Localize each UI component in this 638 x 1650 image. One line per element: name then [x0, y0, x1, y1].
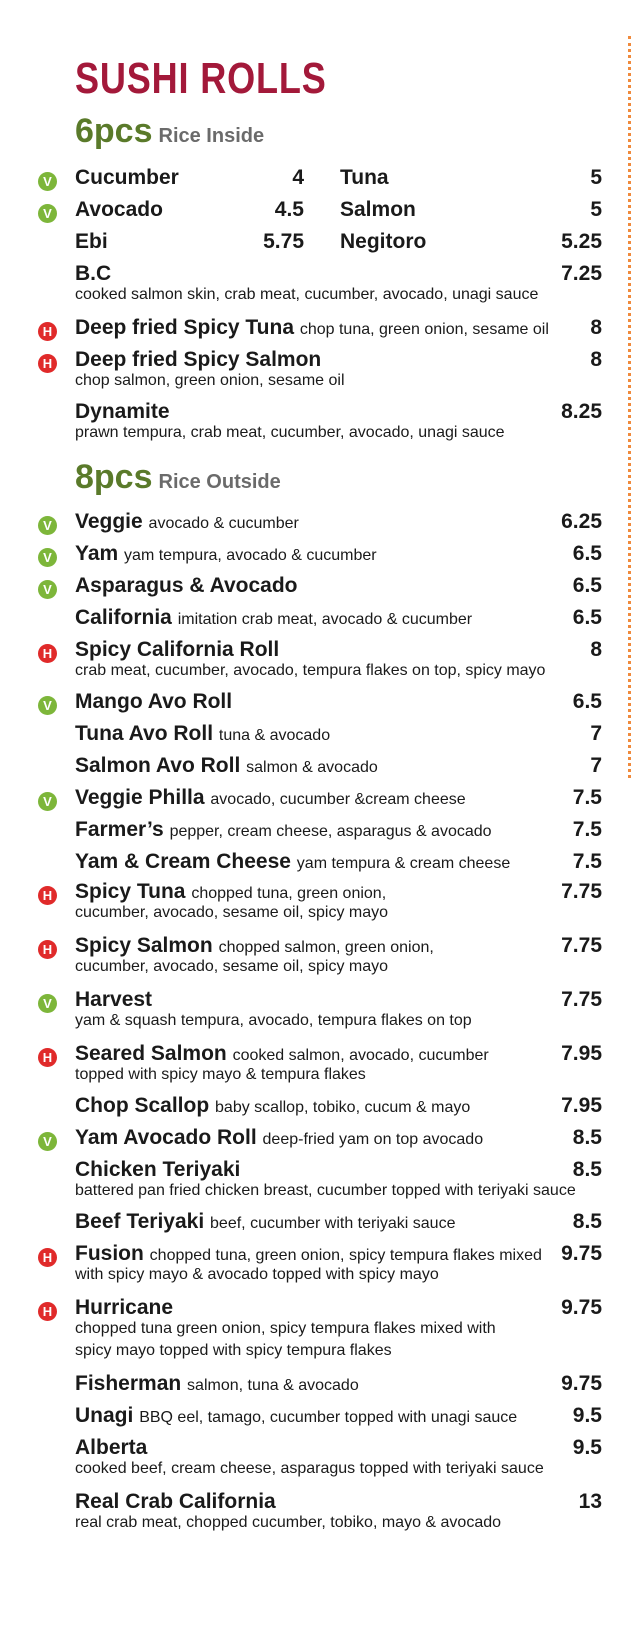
menu-item	[75, 850, 510, 874]
menu-item-desc: real crab meat, chopped cucumber, tobiko, mayo & avocado	[75, 1514, 502, 1531]
menu-item	[75, 1126, 483, 1150]
vegetarian-icon: V	[38, 172, 57, 191]
section-count: 8pcs	[75, 458, 153, 496]
menu-item-price: 6.5	[572, 574, 602, 597]
menu-item-name: Tuna Avo Roll	[75, 722, 214, 745]
menu-item-price: 8.5	[572, 1126, 602, 1149]
menu-item-price: 7.75	[561, 880, 602, 903]
menu-item-name: Ebi	[75, 230, 108, 253]
menu-item	[75, 1158, 240, 1182]
menu-item-name: California	[75, 606, 172, 629]
menu-item	[75, 786, 466, 810]
menu-item	[75, 754, 378, 778]
section-count: 6pcs	[75, 112, 153, 150]
menu-item-price: 7	[590, 754, 602, 777]
menu-item-name: Avocado	[75, 198, 163, 221]
vegetarian-icon: V	[38, 994, 57, 1013]
menu-item-price: 13	[578, 1490, 602, 1513]
menu-item-desc: cooked beef, cream cheese, asparagus topped with teriyaki sauce	[75, 1460, 544, 1477]
menu-item-price: 8.5	[572, 1210, 602, 1233]
menu-item	[75, 1296, 173, 1320]
menu-item	[75, 934, 434, 958]
menu-item-name: Harvest	[75, 988, 153, 1011]
menu-item	[75, 262, 111, 286]
menu-item-name: Veggie Philla	[75, 786, 205, 809]
menu-item	[75, 348, 321, 372]
menu-item-desc: crab meat, cucumber, avocado, tempura flakes on top, spicy mayo	[75, 662, 546, 679]
menu-item-inline-desc: baby scallop, tobiko, cucum & mayo	[215, 1099, 471, 1116]
menu-item-inline-desc: cooked salmon, avocado, cucumber	[232, 1047, 489, 1064]
spicy-hot-icon: H	[38, 940, 57, 959]
menu-item-name: Alberta	[75, 1436, 148, 1459]
menu-item-inline-desc: BBQ eel, tamago, cucumber topped with unagi sauce	[139, 1409, 518, 1426]
menu-item-price: 6.5	[572, 606, 602, 629]
menu-item-price: 5.25	[561, 230, 602, 253]
menu-item-price: 8.25	[561, 400, 602, 423]
vegetarian-icon: V	[38, 1132, 57, 1151]
menu-item-desc: cucumber, avocado, sesame oil, spicy mayo	[75, 904, 389, 921]
dotted-border	[628, 36, 631, 778]
menu-item-name: Unagi	[75, 1404, 134, 1427]
menu-item-name: Fusion	[75, 1242, 144, 1265]
menu-item-inline-desc: beef, cucumber with teriyaki sauce	[210, 1215, 456, 1232]
menu-item-name: Yam	[75, 542, 119, 565]
menu-item-name: Deep fried Spicy Salmon	[75, 348, 322, 371]
section-label: Rice Outside	[158, 471, 281, 493]
menu-item-price: 7.5	[572, 818, 602, 841]
menu-item-price: 6.25	[561, 510, 602, 533]
menu-item-price: 7.95	[561, 1094, 602, 1117]
menu-item-inline-desc: chopped salmon, green onion,	[218, 939, 434, 956]
menu-item	[75, 818, 492, 842]
menu-item-desc: prawn tempura, crab meat, cucumber, avocado, unagi sauce	[75, 424, 505, 441]
menu-item-name: Seared Salmon	[75, 1042, 227, 1065]
menu-item	[75, 316, 549, 340]
menu-item-name: Cucumber	[75, 166, 179, 189]
menu-item-price: 4.5	[274, 198, 304, 221]
menu-item	[75, 1042, 489, 1066]
menu-item-name: B.C	[75, 262, 112, 285]
menu-item-price: 5.75	[263, 230, 304, 253]
page-title: SUSHI ROLLS	[75, 54, 327, 103]
menu-item-desc: chopped tuna green onion, spicy tempura flakes mixed with	[75, 1320, 496, 1337]
menu-item	[75, 542, 377, 566]
menu-item-name: Spicy Tuna	[75, 880, 186, 903]
menu-item	[75, 1404, 517, 1428]
menu-item-inline-desc: salmon, tuna & avocado	[187, 1377, 359, 1394]
menu-item-name: Dynamite	[75, 400, 170, 423]
menu-item	[75, 722, 330, 746]
menu-item-price: 9.75	[561, 1296, 602, 1319]
vegetarian-icon: V	[38, 204, 57, 223]
menu-item-price: 4	[292, 166, 304, 189]
menu-item-price: 8	[590, 316, 602, 339]
menu-item	[75, 1242, 542, 1266]
menu-item-desc: chop salmon, green onion, sesame oil	[75, 372, 345, 389]
menu-item-name: Yam Avocado Roll	[75, 1126, 257, 1149]
menu-item-name: Veggie	[75, 510, 143, 533]
menu-item-desc: yam & squash tempura, avocado, tempura flakes on top	[75, 1012, 472, 1029]
menu-item-desc: cucumber, avocado, sesame oil, spicy mayo	[75, 958, 389, 975]
menu-item-name: Yam & Cream Cheese	[75, 850, 291, 873]
menu-item	[75, 1490, 276, 1514]
menu-item-name: Spicy California Roll	[75, 638, 280, 661]
menu-item-name: Hurricane	[75, 1296, 174, 1319]
spicy-hot-icon: H	[38, 322, 57, 341]
menu-item-price: 8.5	[572, 1158, 602, 1181]
menu-item-name: Salmon	[340, 198, 416, 221]
menu-item-price: 7.75	[561, 934, 602, 957]
vegetarian-icon: V	[38, 516, 57, 535]
menu-item-name: Tuna	[340, 166, 389, 189]
menu-item-price: 7.5	[572, 786, 602, 809]
menu-item-name: Mango Avo Roll	[75, 690, 233, 713]
menu-item-inline-desc: imitation crab meat, avocado & cucumber	[177, 611, 473, 628]
menu-item	[75, 1210, 455, 1234]
menu-item-price: 7.25	[561, 262, 602, 285]
menu-item-price: 9.5	[572, 1404, 602, 1427]
menu-item-name: Farmer’s	[75, 818, 164, 841]
spicy-hot-icon: H	[38, 1248, 57, 1267]
menu-item-name: Salmon Avo Roll	[75, 754, 241, 777]
menu-item-name: Chop Scallop	[75, 1094, 210, 1117]
menu-item-price: 8	[590, 348, 602, 371]
spicy-hot-icon: H	[38, 354, 57, 373]
menu-item-desc: cooked salmon skin, crab meat, cucumber, avocado, unagi sauce	[75, 286, 539, 303]
menu-item-name: Spicy Salmon	[75, 934, 213, 957]
menu-item	[75, 880, 386, 904]
menu-item-price: 9.5	[572, 1436, 602, 1459]
menu-item-price: 9.75	[561, 1242, 602, 1265]
menu-item-name: Deep fried Spicy Tuna	[75, 316, 294, 339]
menu-item-price: 8	[590, 638, 602, 661]
menu-item-inline-desc: chopped tuna, green onion,	[191, 885, 387, 902]
menu-item	[75, 1372, 359, 1396]
section-header-6pcs	[75, 112, 264, 151]
menu-item-name: Negitoro	[340, 230, 427, 253]
vegetarian-icon: V	[38, 580, 57, 599]
menu-item-inline-desc: pepper, cream cheese, asparagus & avocado	[169, 823, 492, 840]
menu-item	[75, 638, 279, 662]
menu-item-inline-desc: salmon & avocado	[246, 759, 378, 776]
menu-item-price: 5	[590, 198, 602, 221]
menu-item-name: Beef Teriyaki	[75, 1210, 205, 1233]
menu-item-price: 6.5	[572, 542, 602, 565]
menu-item-inline-desc: avocado, cucumber &cream cheese	[210, 791, 466, 808]
menu-item-inline-desc: yam tempura & cream cheese	[296, 855, 511, 872]
menu-item-desc: topped with spicy mayo & tempura flakes	[75, 1066, 366, 1083]
menu-item-price: 7	[590, 722, 602, 745]
menu-item-price: 9.75	[561, 1372, 602, 1395]
vegetarian-icon: V	[38, 696, 57, 715]
menu-item-price: 6.5	[572, 690, 602, 713]
menu-item-inline-desc: avocado & cucumber	[148, 515, 299, 532]
vegetarian-icon: V	[38, 792, 57, 811]
menu-item-price: 7.95	[561, 1042, 602, 1065]
menu-item-inline-desc: yam tempura, avocado & cucumber	[124, 547, 377, 564]
menu-item	[75, 690, 232, 714]
menu-item-name: Asparagus & Avocado	[75, 574, 298, 597]
spicy-hot-icon: H	[38, 1048, 57, 1067]
menu-item-price: 7.75	[561, 988, 602, 1011]
vegetarian-icon: V	[38, 548, 57, 567]
section-header-8pcs	[75, 458, 281, 497]
menu-item	[75, 1094, 470, 1118]
menu-item-inline-desc: tuna & avocado	[218, 727, 331, 744]
menu-item-desc: battered pan fried chicken breast, cucumber topped with teriyaki sauce	[75, 1182, 576, 1199]
menu-item-name: Chicken Teriyaki	[75, 1158, 241, 1181]
menu-item-inline-desc: chop tuna, green onion, sesame oil	[299, 321, 549, 338]
menu-item-price: 5	[590, 166, 602, 189]
menu-item	[75, 988, 152, 1012]
spicy-hot-icon: H	[38, 1302, 57, 1321]
menu-item-name: Real Crab California	[75, 1490, 276, 1513]
menu-item-inline-desc: chopped tuna, green onion, spicy tempura flakes mixed	[149, 1247, 542, 1264]
menu-item	[75, 1436, 147, 1460]
section-label: Rice Inside	[158, 125, 265, 147]
menu-item-name: Fisherman	[75, 1372, 182, 1395]
menu-item-desc: with spicy mayo & avocado topped with spicy mayo	[75, 1266, 439, 1283]
menu-item-price: 7.5	[572, 850, 602, 873]
spicy-hot-icon: H	[38, 886, 57, 905]
menu-item	[75, 510, 299, 534]
spicy-hot-icon: H	[38, 644, 57, 663]
menu-item	[75, 606, 472, 630]
menu-item-desc: spicy mayo topped with spicy tempura flakes	[75, 1342, 392, 1359]
menu-item	[75, 400, 170, 424]
menu-item	[75, 574, 298, 598]
menu-item-inline-desc: deep-fried yam on top avocado	[262, 1131, 484, 1148]
